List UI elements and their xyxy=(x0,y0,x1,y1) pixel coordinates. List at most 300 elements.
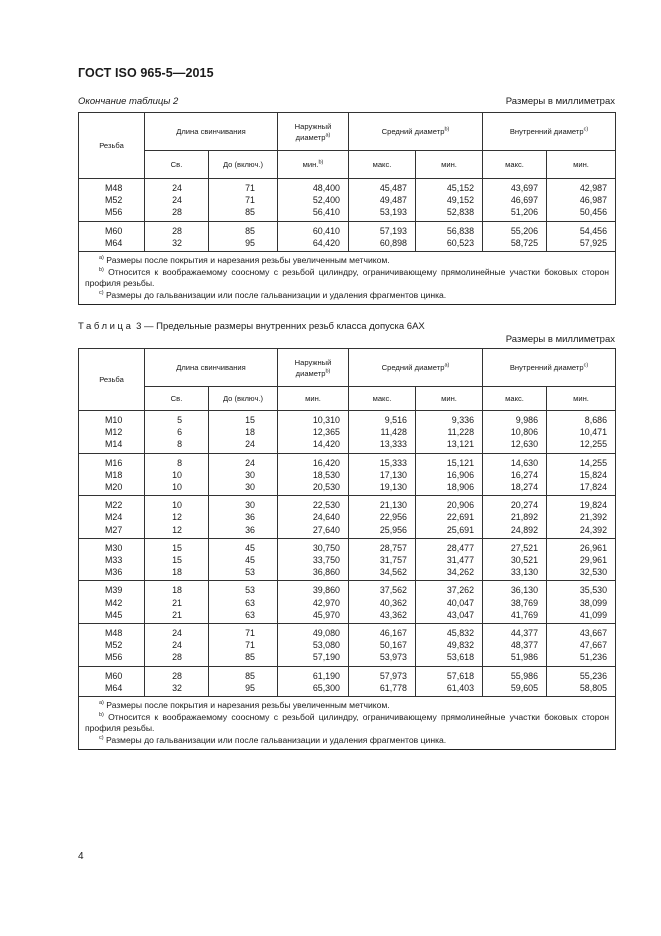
cell-length-from: 15 xyxy=(145,554,209,566)
cell-pitch-max: 9,516 xyxy=(349,411,416,427)
table-row xyxy=(79,496,616,512)
cell-major-min: 36,860 xyxy=(278,566,349,581)
cell-length-to: 71 xyxy=(209,639,278,651)
cell-pitch-min: 57,618 xyxy=(416,666,483,682)
cell-pitch-max: 50,167 xyxy=(349,639,416,651)
table2-container xyxy=(78,112,615,305)
footnote-text: Размеры до гальванизации или после гальванизации и удаления фрагментов цинка. xyxy=(105,734,447,745)
cell-minor-min: 54,456 xyxy=(547,221,616,237)
cell-thread: M52 xyxy=(79,639,145,651)
table-row xyxy=(79,194,616,206)
cell-thread: M16 xyxy=(79,453,145,469)
cell-thread: M42 xyxy=(79,597,145,609)
table3 xyxy=(78,348,616,750)
footnote-mark: а) xyxy=(99,255,104,262)
footnote-b xyxy=(85,712,609,735)
cell-major-min: 18,530 xyxy=(278,469,349,481)
cell-pitch-max: 25,956 xyxy=(349,524,416,539)
notes-cell xyxy=(79,252,616,305)
cell-minor-min: 41,099 xyxy=(547,609,616,624)
cell-pitch-max: 31,757 xyxy=(349,554,416,566)
cell-thread: M56 xyxy=(79,651,145,666)
cell-length-from: 10 xyxy=(145,496,209,512)
header-pitch-min: мин. xyxy=(416,151,483,179)
cell-length-to: 15 xyxy=(209,411,278,427)
table2-caption: Окончание таблицы 2 xyxy=(78,96,179,107)
table3-notes xyxy=(79,697,616,750)
cell-minor-max: 51,986 xyxy=(483,651,547,666)
header-major-line1: Наружный xyxy=(294,121,332,131)
cell-thread: M36 xyxy=(79,566,145,581)
cell-pitch-min: 37,262 xyxy=(416,581,483,597)
table3-header xyxy=(79,349,616,411)
cell-length-from: 24 xyxy=(145,194,209,206)
table3-title-text: 3 — Предельные размеры внутренних резьб класса допуска 6АХ xyxy=(136,321,425,332)
cell-pitch-max: 19,130 xyxy=(349,481,416,496)
cell-major-min: 14,420 xyxy=(278,438,349,453)
footnote-b xyxy=(85,267,609,290)
cell-minor-min: 43,667 xyxy=(547,624,616,640)
footnote-text: Относится к воображаемому соосному с резьбой цилиндру, ограничивающему прямолинейные участки боковых сторон профиля резьбы. xyxy=(85,266,610,289)
cell-pitch-max: 11,428 xyxy=(349,426,416,438)
cell-major-min: 61,190 xyxy=(278,666,349,682)
table-row xyxy=(79,639,616,651)
cell-minor-max: 16,274 xyxy=(483,469,547,481)
cell-major-min: 53,080 xyxy=(278,639,349,651)
cell-length-to: 85 xyxy=(209,206,278,221)
cell-length-to: 95 xyxy=(209,682,278,697)
header-major-min xyxy=(278,151,349,179)
cell-pitch-min: 49,832 xyxy=(416,639,483,651)
cell-thread: M39 xyxy=(79,581,145,597)
header-minor-diameter xyxy=(483,113,616,151)
table-row xyxy=(79,438,616,453)
cell-thread: M48 xyxy=(79,179,145,195)
cell-thread: M60 xyxy=(79,221,145,237)
cell-pitch-min: 53,618 xyxy=(416,651,483,666)
table-row xyxy=(79,682,616,697)
table3-body xyxy=(79,411,616,697)
cell-minor-min: 14,255 xyxy=(547,453,616,469)
cell-pitch-min: 16,906 xyxy=(416,469,483,481)
cell-length-from: 21 xyxy=(145,609,209,624)
cell-pitch-max: 37,562 xyxy=(349,581,416,597)
cell-pitch-min: 20,906 xyxy=(416,496,483,512)
cell-pitch-max: 40,362 xyxy=(349,597,416,609)
cell-minor-min: 51,236 xyxy=(547,651,616,666)
table2-body xyxy=(79,179,616,252)
cell-pitch-max: 46,167 xyxy=(349,624,416,640)
cell-length-from: 18 xyxy=(145,581,209,597)
cell-pitch-min: 28,477 xyxy=(416,538,483,554)
footnote-mark: c) xyxy=(99,289,104,296)
cell-minor-max: 43,697 xyxy=(483,179,547,195)
cell-thread: M33 xyxy=(79,554,145,566)
cell-minor-max: 55,986 xyxy=(483,666,547,682)
cell-pitch-max: 34,562 xyxy=(349,566,416,581)
cell-length-from: 12 xyxy=(145,524,209,539)
cell-minor-max: 51,206 xyxy=(483,206,547,221)
footnote-mark: c) xyxy=(99,734,104,741)
cell-major-min: 24,640 xyxy=(278,511,349,523)
cell-pitch-min: 60,523 xyxy=(416,237,483,252)
cell-major-min: 22,530 xyxy=(278,496,349,512)
cell-length-to: 24 xyxy=(209,453,278,469)
cell-major-min: 57,190 xyxy=(278,651,349,666)
header-thread: Резьба xyxy=(79,349,145,411)
cell-pitch-min: 43,047 xyxy=(416,609,483,624)
cell-minor-min: 26,961 xyxy=(547,538,616,554)
cell-length-from: 15 xyxy=(145,538,209,554)
cell-major-min: 52,400 xyxy=(278,194,349,206)
cell-thread: M48 xyxy=(79,624,145,640)
table-row xyxy=(79,481,616,496)
cell-pitch-min: 61,403 xyxy=(416,682,483,697)
cell-length-to: 71 xyxy=(209,624,278,640)
cell-major-min: 39,860 xyxy=(278,581,349,597)
cell-minor-max: 48,377 xyxy=(483,639,547,651)
header-minor-label: Внутренний диаметр xyxy=(509,363,584,372)
cell-minor-min: 55,236 xyxy=(547,666,616,682)
cell-minor-max: 33,130 xyxy=(483,566,547,581)
cell-major-min: 27,640 xyxy=(278,524,349,539)
header-major-diameter xyxy=(278,113,349,151)
notes-cell xyxy=(79,697,616,750)
header-minor-min: мин. xyxy=(547,151,616,179)
header-engagement-length: Длина свинчивания xyxy=(145,113,278,151)
cell-pitch-min: 25,691 xyxy=(416,524,483,539)
footnote-mark: b) xyxy=(99,266,104,273)
cell-minor-min: 47,667 xyxy=(547,639,616,651)
cell-length-from: 12 xyxy=(145,511,209,523)
document-code: ГОСТ ISO 965-5—2015 xyxy=(78,66,214,80)
footnote-a xyxy=(85,700,609,712)
cell-pitch-max: 22,956 xyxy=(349,511,416,523)
table-row xyxy=(79,597,616,609)
header-engagement-length: Длина свинчивания xyxy=(145,349,278,387)
cell-pitch-min: 11,228 xyxy=(416,426,483,438)
cell-minor-min: 58,805 xyxy=(547,682,616,697)
header-to: До (включ.) xyxy=(209,151,278,179)
cell-minor-min: 19,824 xyxy=(547,496,616,512)
cell-thread: M20 xyxy=(79,481,145,496)
cell-pitch-max: 43,362 xyxy=(349,609,416,624)
footnote-ref: c) xyxy=(583,362,589,369)
footnote-text: Размеры до гальванизации или после гальванизации и удаления фрагментов цинка. xyxy=(105,289,447,300)
cell-length-to: 30 xyxy=(209,496,278,512)
header-minor-label: Внутренний диаметр xyxy=(509,127,584,136)
header-pitch-diameter xyxy=(349,349,483,387)
table2-units: Размеры в миллиметрах xyxy=(505,96,615,107)
cell-thread: M22 xyxy=(79,496,145,512)
cell-length-from: 8 xyxy=(145,438,209,453)
table3-container xyxy=(78,348,615,750)
cell-thread: M64 xyxy=(79,237,145,252)
cell-length-to: 18 xyxy=(209,426,278,438)
table-row xyxy=(79,469,616,481)
cell-minor-max: 9,986 xyxy=(483,411,547,427)
header-minor-diameter xyxy=(483,349,616,387)
table-row xyxy=(79,666,616,682)
header-minor-max: макс. xyxy=(483,387,547,411)
cell-minor-min: 17,824 xyxy=(547,481,616,496)
header-pitch-max: макс. xyxy=(349,387,416,411)
cell-major-min: 65,300 xyxy=(278,682,349,697)
cell-pitch-min: 18,906 xyxy=(416,481,483,496)
cell-pitch-min: 13,121 xyxy=(416,438,483,453)
footnote-text: Размеры после покрытия и нарезания резьбы увеличенным метчиком. xyxy=(106,700,390,711)
cell-length-to: 85 xyxy=(209,651,278,666)
header-major-line2: диаметр xyxy=(295,132,326,142)
cell-minor-min: 46,987 xyxy=(547,194,616,206)
cell-thread: M52 xyxy=(79,194,145,206)
cell-length-to: 71 xyxy=(209,179,278,195)
cell-pitch-min: 9,336 xyxy=(416,411,483,427)
cell-length-to: 53 xyxy=(209,566,278,581)
header-major-min: мин. xyxy=(278,387,349,411)
cell-minor-max: 41,769 xyxy=(483,609,547,624)
table-row xyxy=(79,206,616,221)
cell-minor-min: 50,456 xyxy=(547,206,616,221)
cell-minor-max: 12,630 xyxy=(483,438,547,453)
table2-header xyxy=(79,113,616,179)
cell-length-from: 24 xyxy=(145,639,209,651)
footnote-text: Размеры после покрытия и нарезания резьбы увеличенным метчиком. xyxy=(106,255,390,266)
cell-thread: M24 xyxy=(79,511,145,523)
cell-thread: M12 xyxy=(79,426,145,438)
header-major-line1: Наружный xyxy=(294,357,332,367)
footnote-a xyxy=(85,255,609,267)
table-row xyxy=(79,651,616,666)
cell-minor-max: 36,130 xyxy=(483,581,547,597)
cell-minor-min: 32,530 xyxy=(547,566,616,581)
cell-length-to: 24 xyxy=(209,438,278,453)
footnote-text: Относится к воображаемому соосному с резьбой цилиндру, ограничивающему прямолинейные участки боковых сторон профиля резьбы. xyxy=(85,711,610,734)
cell-major-min: 56,410 xyxy=(278,206,349,221)
cell-major-min: 42,970 xyxy=(278,597,349,609)
cell-minor-max: 27,521 xyxy=(483,538,547,554)
cell-minor-min: 38,099 xyxy=(547,597,616,609)
cell-thread: M56 xyxy=(79,206,145,221)
cell-major-min: 64,420 xyxy=(278,237,349,252)
cell-major-min: 30,750 xyxy=(278,538,349,554)
cell-major-min: 10,310 xyxy=(278,411,349,427)
cell-pitch-min: 45,832 xyxy=(416,624,483,640)
footnote-ref: c) xyxy=(583,126,589,133)
table-row xyxy=(79,426,616,438)
footnote-c xyxy=(85,735,609,747)
cell-length-to: 95 xyxy=(209,237,278,252)
cell-major-min: 16,420 xyxy=(278,453,349,469)
cell-length-from: 28 xyxy=(145,221,209,237)
cell-minor-max: 46,697 xyxy=(483,194,547,206)
cell-length-to: 36 xyxy=(209,524,278,539)
cell-length-from: 21 xyxy=(145,597,209,609)
cell-length-from: 32 xyxy=(145,682,209,697)
cell-thread: M45 xyxy=(79,609,145,624)
footnote-ref: а) xyxy=(325,131,331,138)
table-row xyxy=(79,511,616,523)
cell-thread: M30 xyxy=(79,538,145,554)
table-row xyxy=(79,524,616,539)
cell-thread: M64 xyxy=(79,682,145,697)
header-to: До (включ.) xyxy=(209,387,278,411)
cell-minor-min: 8,686 xyxy=(547,411,616,427)
cell-length-to: 36 xyxy=(209,511,278,523)
cell-pitch-min: 34,262 xyxy=(416,566,483,581)
cell-minor-min: 10,471 xyxy=(547,426,616,438)
cell-length-from: 28 xyxy=(145,651,209,666)
table3-title-word: Таблица xyxy=(78,321,134,332)
cell-length-to: 53 xyxy=(209,581,278,597)
cell-minor-max: 59,605 xyxy=(483,682,547,697)
header-pitch-diameter xyxy=(349,113,483,151)
header-thread: Резьба xyxy=(79,113,145,179)
cell-minor-max: 14,630 xyxy=(483,453,547,469)
cell-minor-max: 30,521 xyxy=(483,554,547,566)
cell-pitch-max: 17,130 xyxy=(349,469,416,481)
table-row xyxy=(79,624,616,640)
table-row xyxy=(79,538,616,554)
header-minor-min: мин. xyxy=(547,387,616,411)
cell-length-from: 24 xyxy=(145,624,209,640)
header-pitch-label: Средний диаметр xyxy=(381,363,445,372)
cell-length-from: 8 xyxy=(145,453,209,469)
cell-pitch-max: 53,973 xyxy=(349,651,416,666)
cell-length-to: 63 xyxy=(209,609,278,624)
cell-length-to: 85 xyxy=(209,221,278,237)
cell-minor-min: 29,961 xyxy=(547,554,616,566)
header-pitch-label: Средний диаметр xyxy=(381,127,445,136)
footnote-ref: b) xyxy=(444,126,450,133)
cell-pitch-max: 13,333 xyxy=(349,438,416,453)
header-major-line2: диаметр xyxy=(295,368,326,378)
cell-major-min: 48,400 xyxy=(278,179,349,195)
header-from: Св. xyxy=(145,151,209,179)
cell-thread: M18 xyxy=(79,469,145,481)
cell-pitch-min: 22,691 xyxy=(416,511,483,523)
header-min-label: мин. xyxy=(302,160,319,169)
cell-major-min: 33,750 xyxy=(278,554,349,566)
cell-pitch-max: 21,130 xyxy=(349,496,416,512)
cell-pitch-min: 15,121 xyxy=(416,453,483,469)
table-row xyxy=(79,179,616,195)
cell-pitch-max: 57,973 xyxy=(349,666,416,682)
cell-length-from: 28 xyxy=(145,666,209,682)
cell-length-to: 63 xyxy=(209,597,278,609)
cell-minor-max: 21,892 xyxy=(483,511,547,523)
table-row xyxy=(79,411,616,427)
table-row xyxy=(79,453,616,469)
cell-minor-max: 24,892 xyxy=(483,524,547,539)
table-row xyxy=(79,609,616,624)
cell-length-to: 85 xyxy=(209,666,278,682)
table2-notes xyxy=(79,252,616,305)
cell-pitch-max: 49,487 xyxy=(349,194,416,206)
cell-length-to: 45 xyxy=(209,538,278,554)
cell-length-from: 5 xyxy=(145,411,209,427)
cell-minor-min: 35,530 xyxy=(547,581,616,597)
cell-major-min: 60,410 xyxy=(278,221,349,237)
cell-length-from: 6 xyxy=(145,426,209,438)
table3-title xyxy=(78,321,425,332)
cell-pitch-max: 28,757 xyxy=(349,538,416,554)
table-row xyxy=(79,221,616,237)
table2 xyxy=(78,112,616,305)
cell-major-min: 49,080 xyxy=(278,624,349,640)
cell-minor-max: 44,377 xyxy=(483,624,547,640)
table-row xyxy=(79,581,616,597)
cell-pitch-max: 57,193 xyxy=(349,221,416,237)
table-row xyxy=(79,566,616,581)
footnote-c xyxy=(85,290,609,302)
cell-minor-min: 42,987 xyxy=(547,179,616,195)
footnote-mark: а) xyxy=(99,700,104,707)
cell-pitch-max: 15,333 xyxy=(349,453,416,469)
cell-pitch-min: 52,838 xyxy=(416,206,483,221)
cell-thread: M60 xyxy=(79,666,145,682)
cell-pitch-max: 45,487 xyxy=(349,179,416,195)
cell-length-to: 30 xyxy=(209,481,278,496)
footnote-mark: b) xyxy=(99,711,104,718)
header-pitch-max: макс. xyxy=(349,151,416,179)
cell-length-from: 24 xyxy=(145,179,209,195)
cell-minor-min: 12,255 xyxy=(547,438,616,453)
cell-pitch-min: 31,477 xyxy=(416,554,483,566)
cell-length-from: 10 xyxy=(145,469,209,481)
cell-pitch-max: 60,898 xyxy=(349,237,416,252)
cell-length-from: 10 xyxy=(145,481,209,496)
table-row xyxy=(79,554,616,566)
cell-length-to: 45 xyxy=(209,554,278,566)
cell-length-to: 71 xyxy=(209,194,278,206)
cell-minor-max: 20,274 xyxy=(483,496,547,512)
header-major-diameter xyxy=(278,349,349,387)
header-pitch-min: мин. xyxy=(416,387,483,411)
header-from: Св. xyxy=(145,387,209,411)
cell-pitch-min: 49,152 xyxy=(416,194,483,206)
table3-units: Размеры в миллиметрах xyxy=(505,334,615,345)
cell-length-from: 32 xyxy=(145,237,209,252)
footnote-ref: b) xyxy=(325,367,331,374)
cell-length-from: 18 xyxy=(145,566,209,581)
table-row xyxy=(79,237,616,252)
cell-major-min: 12,365 xyxy=(278,426,349,438)
cell-thread: M27 xyxy=(79,524,145,539)
cell-minor-max: 18,274 xyxy=(483,481,547,496)
cell-minor-min: 15,824 xyxy=(547,469,616,481)
cell-thread: M14 xyxy=(79,438,145,453)
cell-major-min: 45,970 xyxy=(278,609,349,624)
cell-pitch-min: 45,152 xyxy=(416,179,483,195)
footnote-ref: а) xyxy=(444,362,450,369)
cell-minor-max: 58,725 xyxy=(483,237,547,252)
cell-pitch-max: 53,193 xyxy=(349,206,416,221)
footnote-ref: b) xyxy=(318,159,324,166)
cell-minor-max: 38,769 xyxy=(483,597,547,609)
cell-thread: M10 xyxy=(79,411,145,427)
cell-major-min: 20,530 xyxy=(278,481,349,496)
cell-length-to: 30 xyxy=(209,469,278,481)
header-minor-max: макс. xyxy=(483,151,547,179)
cell-minor-max: 10,806 xyxy=(483,426,547,438)
cell-pitch-min: 40,047 xyxy=(416,597,483,609)
cell-length-from: 28 xyxy=(145,206,209,221)
cell-minor-min: 21,392 xyxy=(547,511,616,523)
cell-minor-min: 57,925 xyxy=(547,237,616,252)
cell-minor-max: 55,206 xyxy=(483,221,547,237)
cell-minor-min: 24,392 xyxy=(547,524,616,539)
